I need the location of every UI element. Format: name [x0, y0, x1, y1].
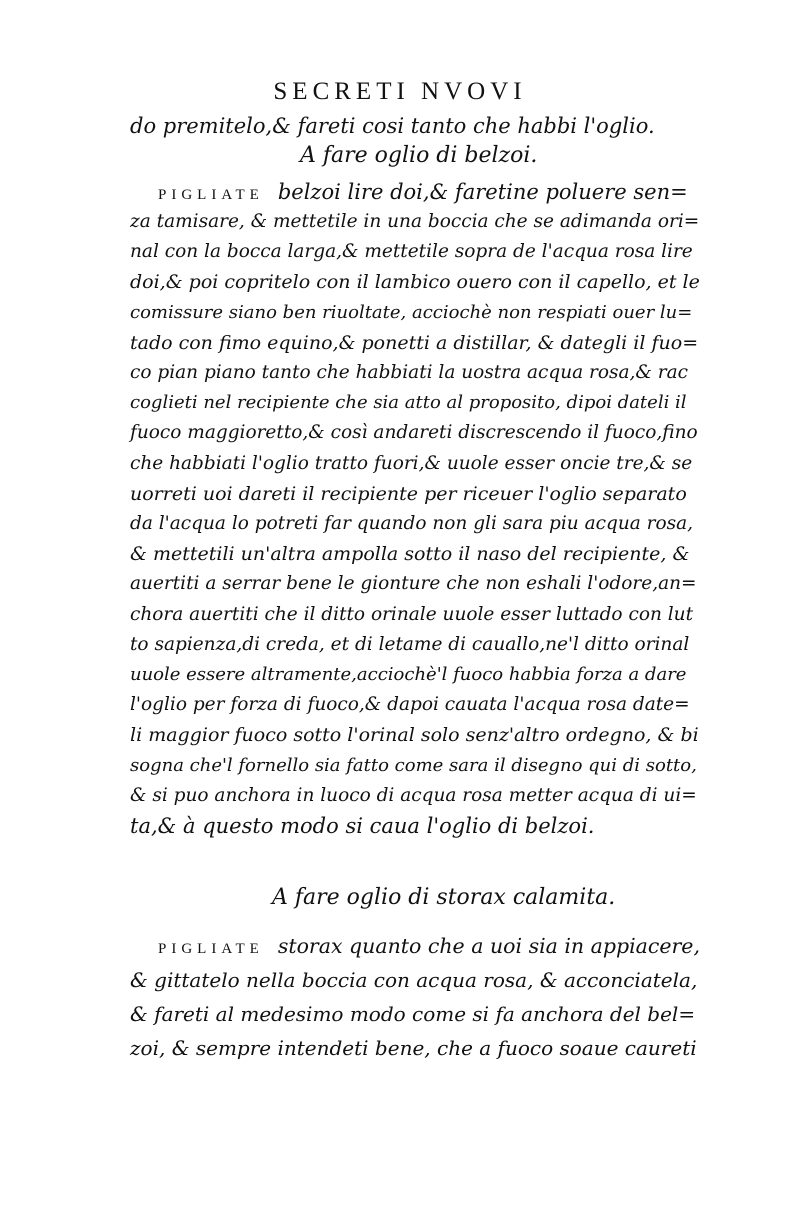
text-line: uuole essere altramente,acciochè'l fuoco habbia forza a dare	[130, 664, 687, 685]
text-line: nal con la bocca larga,& mettetile sopra de l'acqua rosa lire	[130, 241, 693, 262]
text-line: li maggior fuoco sotto l'orinal solo senz'altro ordegno, & bi	[130, 724, 699, 746]
text-line: fuoco maggioretto,& così andareti discrescendo il fuoco,fino	[130, 422, 698, 443]
text-line: za tamisare, & mettetile in una boccia che se adimanda ori=	[130, 211, 700, 232]
text-line: coglieti nel recipiente che sia atto al proposito, dipoi dateli il	[130, 392, 687, 413]
paragraph-first-line	[158, 932, 700, 963]
text-line: co pian piano tanto che habbiati la uostra acqua rosa,& rac	[130, 362, 689, 383]
text-line: ta,& à questo modo si caua l'oglio di belzoi.	[130, 814, 595, 838]
paragraph-first-line	[158, 178, 688, 209]
text-line: & si puo anchora in luoco di acqua rosa metter acqua di ui=	[130, 785, 697, 806]
text-line: & fareti al medesimo modo come si fa anchora del bel=	[130, 1002, 696, 1026]
text-line: doi,& poi copritelo con il lambico ouero con il capello, et le	[130, 271, 700, 293]
lead-word: PIGLIATE	[158, 941, 264, 957]
text-line: & gittatelo nella boccia con acqua rosa, & acconciatela,	[130, 968, 698, 992]
text-line: tado con fimo equino,& ponetti a distillar, & dategli il fuo=	[130, 332, 699, 354]
text-line: comissure siano ben riuoltate, acciochè non respiati ouer lu=	[130, 302, 693, 323]
section-title-storax: A fare oglio di storax calamita.	[272, 885, 616, 910]
text-line: da l'acqua lo potreti far quando non gli sara piu acqua rosa,	[130, 513, 694, 534]
text-line: sogna che'l fornello sia fatto come sara il disegno qui di sotto,	[130, 755, 697, 776]
lead-word: PIGLIATE	[158, 187, 264, 203]
text-line: do premitelo,& fareti cosi tanto che habbi l'oglio.	[130, 114, 655, 138]
text-line: belzoi lire doi,& faretine poluere sen=	[277, 180, 688, 204]
running-head: SECRETI NVOVI	[273, 78, 527, 105]
text-line: & mettetili un'altra ampolla sotto il naso del recipiente, &	[130, 543, 690, 565]
text-line: to sapienza,di creda, et di letame di cauallo,ne'l ditto orinal	[130, 634, 690, 655]
section-title-belzoi: A fare oglio di belzoi.	[300, 143, 538, 168]
text-line: storax quanto che a uoi sia in appiacere,	[277, 934, 700, 958]
text-line: auertiti a serrar bene le gionture che non eshali l'odore,an=	[130, 573, 697, 594]
text-line: che habbiati l'oglio tratto fuori,& uuole esser oncie tre,& se	[130, 453, 693, 474]
text-line: l'oglio per forza di fuoco,& dapoi cauata l'acqua rosa date=	[130, 694, 690, 715]
text-line: uorreti uoi dareti il recipiente per riceuer l'oglio separato	[130, 483, 687, 505]
text-line: zoi, & sempre intendeti bene, che a fuoco soaue caureti	[130, 1036, 697, 1060]
text-line: chora auertiti che il ditto orinale uuole esser luttado con lut	[130, 604, 694, 625]
